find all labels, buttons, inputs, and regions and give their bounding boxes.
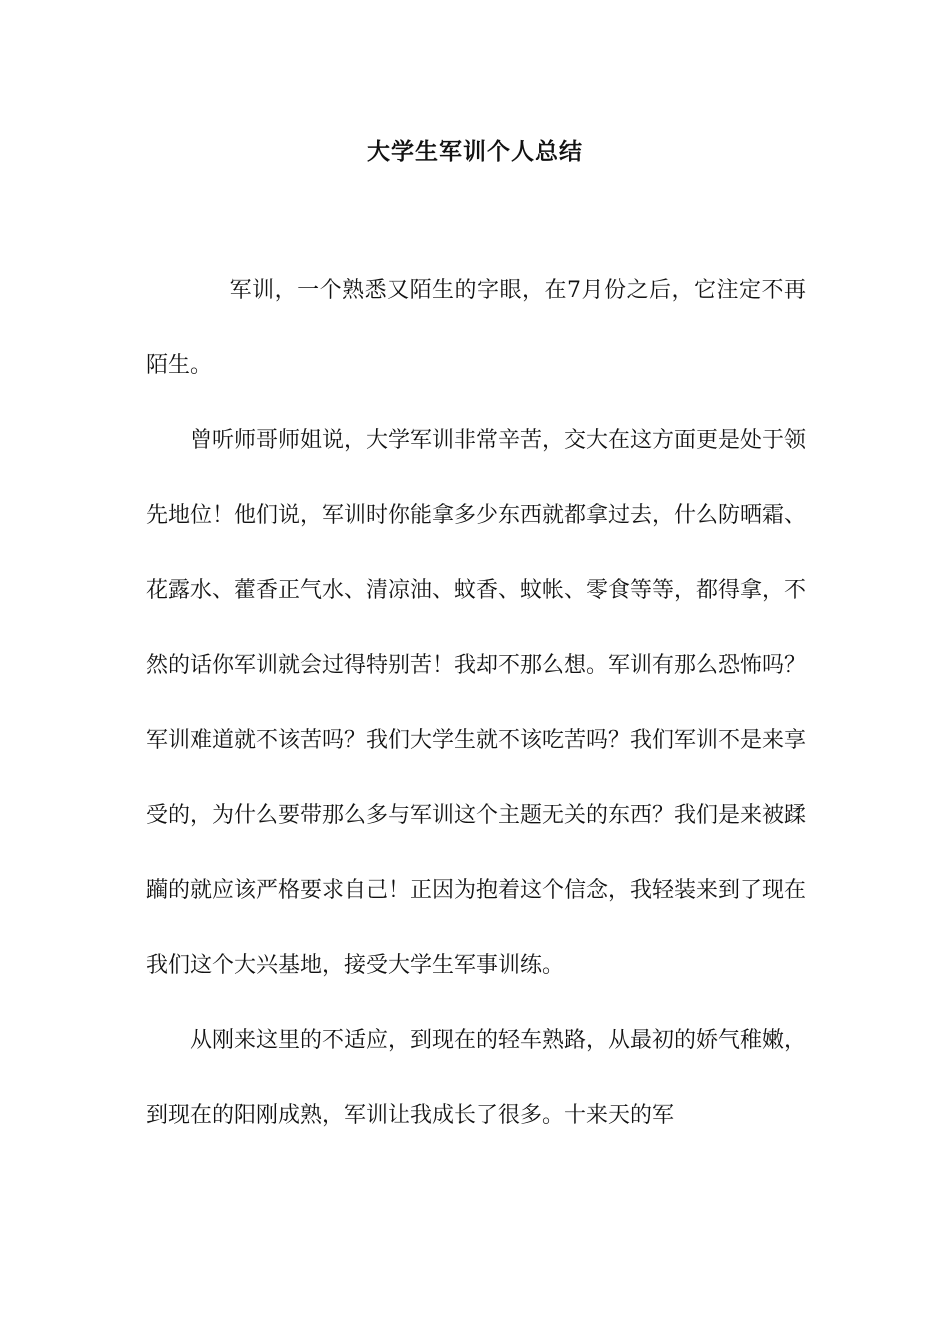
document-title: 大学生军训个人总结 <box>367 139 583 165</box>
paragraph: 军训，一个熟悉又陌生的字眼，在7月份之后，它注定不再陌生。 <box>146 278 806 378</box>
paragraph: 曾听师哥师姐说，大学军训非常辛苦，交大在这方面更是处于领先地位！他们说，军训时你能拿多少东西就都拿过去，什么防晒霜、花露水、藿香正气水、清凉油、蚊香、蚊帐、零食等等，都得拿，不然的话你军训就会过得特别苦！我却不那么想。军训有那么恐怖吗？军训难道就不该苦吗？我们大学生就不该吃苦吗？我们军训不是来享受的，为什么要带那么多与军训这个主题无关的东西？我们是来被蹂躏的就应该严格要求自己！正因为抱着这个信念，我轻装来到了现在我们这个大兴基地，接受大学生军事训练。 <box>146 428 807 978</box>
document-body <box>146 253 806 1153</box>
paragraph: 从刚来这里的不适应，到现在的轻车熟路，从最初的娇气稚嫩，到现在的阳刚成熟，军训让我成长了很多。十来天的军 <box>146 1028 807 1128</box>
